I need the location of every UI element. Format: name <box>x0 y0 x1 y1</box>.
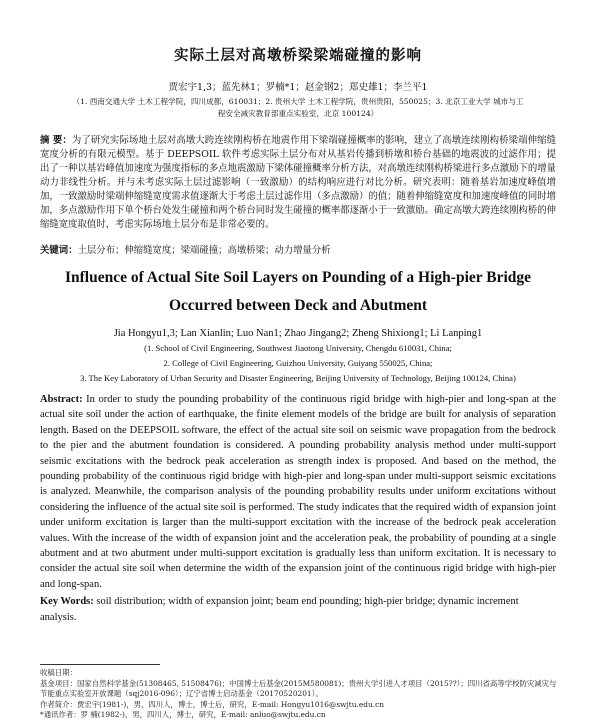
footnote-received: 收稿日期： <box>40 668 77 677</box>
footnote-funding: 基金项目：国家自然科学基金(51308465, 51508476)；中国博士后基金(2015M580081)；贵州大学引进人才项目（2015??）；四川省高等学校防灾减灾与节能重点实验室开放课题（sqj2016-096）；辽宁省博士启动基金（20170520201）。 <box>40 678 557 698</box>
chinese-keywords-text: 土层分布；伸缩缝宽度；梁端碰撞；高墩桥梁；动力增量分析 <box>77 245 331 256</box>
chinese-keywords-label: 关键词： <box>40 245 78 256</box>
footnote-divider <box>40 664 160 665</box>
chinese-authors: 贾宏宇1,3；蓝先林1；罗楠*1；赵金钢2；郑史雄1；李兰平1 <box>168 82 428 93</box>
english-affiliation-3: 3. The Key Laboratory of Urban Security and Disaster Engineering, Beijing University of Technology, Beijing 100124, China) <box>80 373 516 383</box>
english-affiliation-2: 2. College of Civil Engineering, Guizhou University, Guiyang 550025, China; <box>163 358 433 368</box>
chinese-abstract <box>40 134 556 232</box>
english-title-line-2: Occurred between Deck and Abutment <box>168 297 428 314</box>
english-affiliation-1: (1. School of Civil Engineering, Southwest Jiaotong University, Chengdu 610031, China; <box>144 343 452 353</box>
chinese-abstract-label: 摘 要： <box>40 135 72 146</box>
footnotes <box>40 668 560 721</box>
chinese-title: 实际土层对高墩桥梁梁端碰撞的影响 <box>174 48 422 64</box>
english-abstract-text: In order to study the pounding probability of the continuous rigid bridge with high-pier and long-span at the actual site soil under the action of earthquake, the finite element models of the bridge are built for analysis of separation length. Based on the DEEPSOIL software, the effect of the actual site soil on seismic wave propagation from the bedrock to the pier and the abutment foundation is considered. A pounding probability analysis method under multi-support seismic excitations with the bedrock peak acceleration as strength index is proposed. And based on the method, the pounding probability of the continuous rigid bridge with high-pier and long-span under multi-support seismic excitations is analyzed. Meanwhile, the comparison analysis of the pounding probability results under uniform excitations without considering the influence of the actual site soil is performed. The study indicates that the required width of expansion joint under uniform excitation is larger than the multi-support excitation with the increase of the bedrock peak acceleration values. With the increase of the width of expansion joint and the acceleration peak, the probability of pounding at a single abutment and at two abutment under multi-support excitation is gradually less than uniform excitation. It is necessary to consider the actual site soil when determine the width of the expansion joint of the continuous rigid bridge with high-pier and long-span. <box>40 394 556 590</box>
footnote-author-bio: 作者简介：贾宏宇(1981-)，男，四川人，博士，博士后，研究，E-mail: Hongyu1016@swjtu.edu.cn <box>40 699 384 709</box>
english-keywords-label: Key Words: <box>40 596 94 608</box>
english-abstract-label: Abstract: <box>40 394 83 405</box>
english-keywords-text: soil distribution; width of expansion joint; beam end pounding; high-pier bridge; dynamic increment analysis. <box>40 596 519 623</box>
footnote-corresponding-author: *通讯作者：罗 楠(1982-)，男，四川人，博士，研究，E-mail: anluo@swjtu.edu.cn <box>40 710 326 719</box>
chinese-affiliations: （1. 西南交通大学 土木工程学院，四川成都，610031；2. 贵州大学 土木工程学院，贵州贵阳，550025；3. 北京工业大学 城市与工程安全减灾教育部重点实验室，北京 100124） <box>72 97 524 118</box>
chinese-abstract-text: 为了研究实际场地土层对高墩大跨连续刚构桥在地震作用下梁端碰撞概率的影响，建立了高墩连续刚构桥梁端伸缩缝宽度分析的有限元模型。基于 DEEPSOIL 软件考虑实际土层分布对从基岩传播到桥墩和桥台基础的地震波的过滤作用；提出了一种以基岩峰值加速度为强度指标的多点地震激励下梁体碰撞概率分析方法，对高墩连续刚构桥梁进行多点激励下的增量动力非线性分析。并与未考虑实际土层过滤影响（一致激励）的结构响应进行对比分析。研究表明：随着基岩加速度峰值增加，一致激励时梁端伸缩缝宽度需求值逐渐大于考虑土层过滤作用（多点激励）的值；随着伸缩缝宽度和加速度峰值的同时增加，多点激励作用下单个桥台处发生碰撞和两个桥台同时发生碰撞的概率都逐渐小于一致激励。确定高墩大跨连续刚构桥的伸缩缝宽度取值时，考虑实际场地土层分布是非常必要的。 <box>40 135 556 230</box>
english-authors: Jia Hongyu1,3; Lan Xianlin; Luo Nan1; Zhao Jingang2; Zheng Shixiong1; Li Lanping1 <box>113 328 483 339</box>
english-affiliations <box>40 341 556 386</box>
chinese-keywords <box>40 242 556 256</box>
english-keywords <box>40 594 556 625</box>
english-abstract <box>40 392 556 592</box>
english-title <box>40 264 556 320</box>
english-title-line-1: Influence of Actual Site Soil Layers on Pounding of a High-pier Bridge <box>64 269 532 286</box>
